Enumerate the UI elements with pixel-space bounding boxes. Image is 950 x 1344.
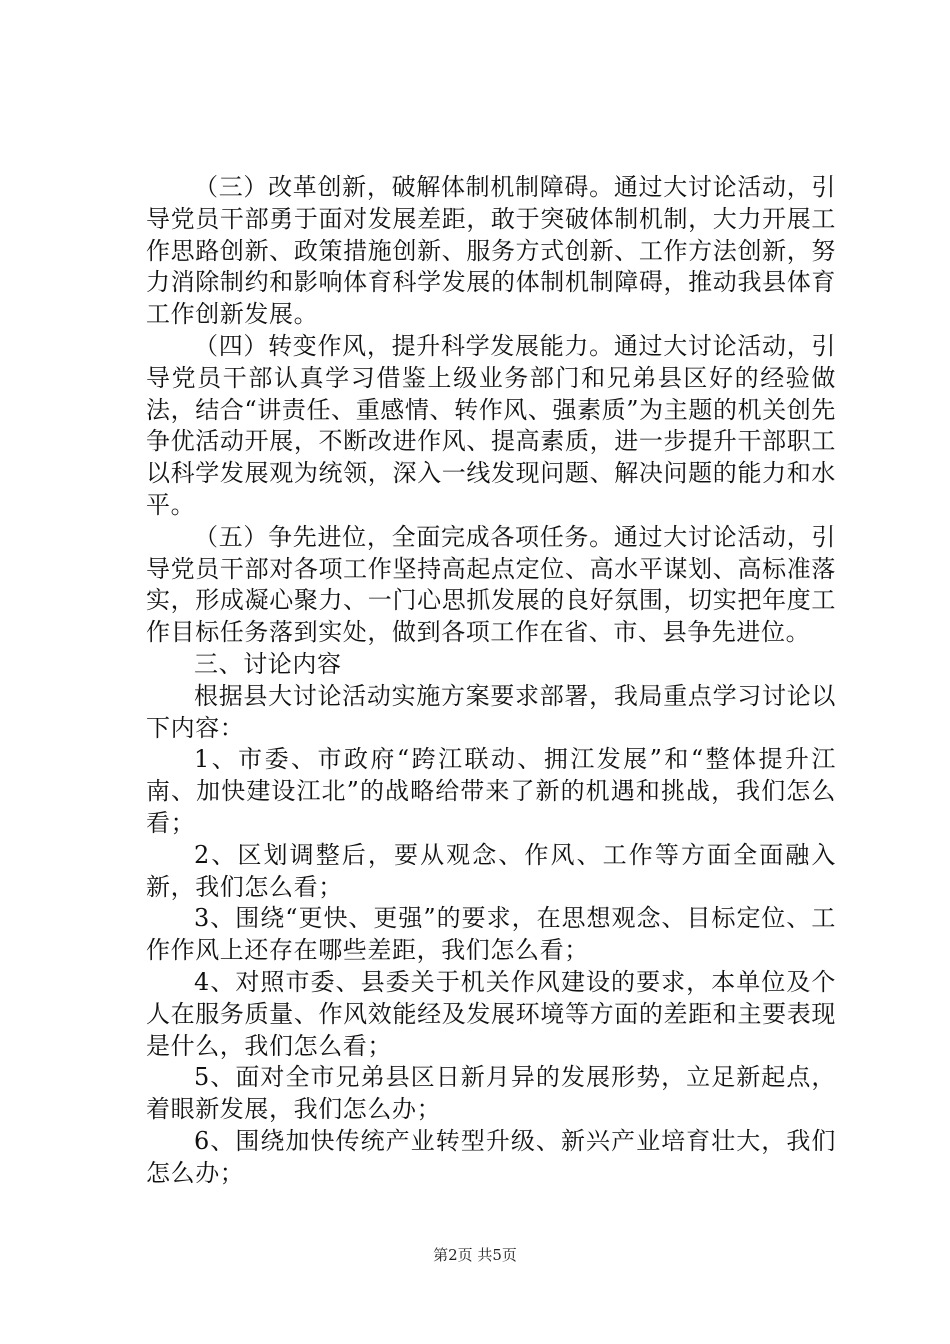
section-heading-discussion-content: 三、讨论内容 xyxy=(194,649,342,678)
paragraph-strive-for-excellence: （五）争先进位，全面完成各项任务。通过大讨论活动，引导党员干部对各项工作坚持高起点定位、高水平谋划、高标准落实，形成凝心聚力、一门心思抓发展的良好氛围，切实把年度工作目标任务落到实处，做到各项工作在省、市、县争先进位。 xyxy=(146,522,836,647)
page-number-footer: 第2页 共5页 xyxy=(433,1246,517,1264)
list-item-4: 4、对照市委、县委关于机关作风建设的要求，本单位及个人在服务质量、作风效能经及发展环境等方面的差距和主要表现是什么，我们怎么看； xyxy=(146,967,836,1060)
list-item-2: 2、区划调整后，要从观念、作风、工作等方面全面融入新，我们怎么看； xyxy=(146,840,836,901)
list-item-6: 6、围绕加快传统产业转型升级、新兴产业培育壮大，我们怎么办； xyxy=(146,1126,836,1187)
paragraph-reform-innovation: （三）改革创新，破解体制机制障碍。通过大讨论活动，引导党员干部勇于面对发展差距，敢于突破体制机制，大力开展工作思路创新、政策措施创新、服务方式创新、工作方法创新，努力消除制约和影响体育科学发展的体制机制障碍，推动我县体育工作创新发展。 xyxy=(146,173,836,329)
document-body xyxy=(146,172,836,1190)
list-item-5: 5、面对全市兄弟县区日新月异的发展形势，立足新起点，着眼新发展，我们怎么办； xyxy=(146,1063,836,1124)
list-item-1: 1、市委、市政府“跨江联动、拥江发展”和“整体提升江南、加快建设江北”的战略给带来了新的机遇和挑战，我们怎么看； xyxy=(146,745,836,837)
list-item-3: 3、围绕“更快、更强”的要求，在思想观念、目标定位、工作作风上还存在哪些差距，我们怎么看； xyxy=(146,904,836,965)
paragraph-discussion-intro: 根据县大讨论活动实施方案要求部署，我局重点学习讨论以下内容： xyxy=(146,681,836,742)
paragraph-change-work-style: （四）转变作风，提升科学发展能力。通过大讨论活动，引导党员干部认真学习借鉴上级业务部门和兄弟县区好的经验做法，结合“讲责任、重感情、转作风、强素质”为主题的机关创先争优活动开展，不断改进作风、提高素质，进一步提升干部职工以科学发展观为统领，深入一线发现问题、解决问题的能力和水平。 xyxy=(146,331,836,519)
